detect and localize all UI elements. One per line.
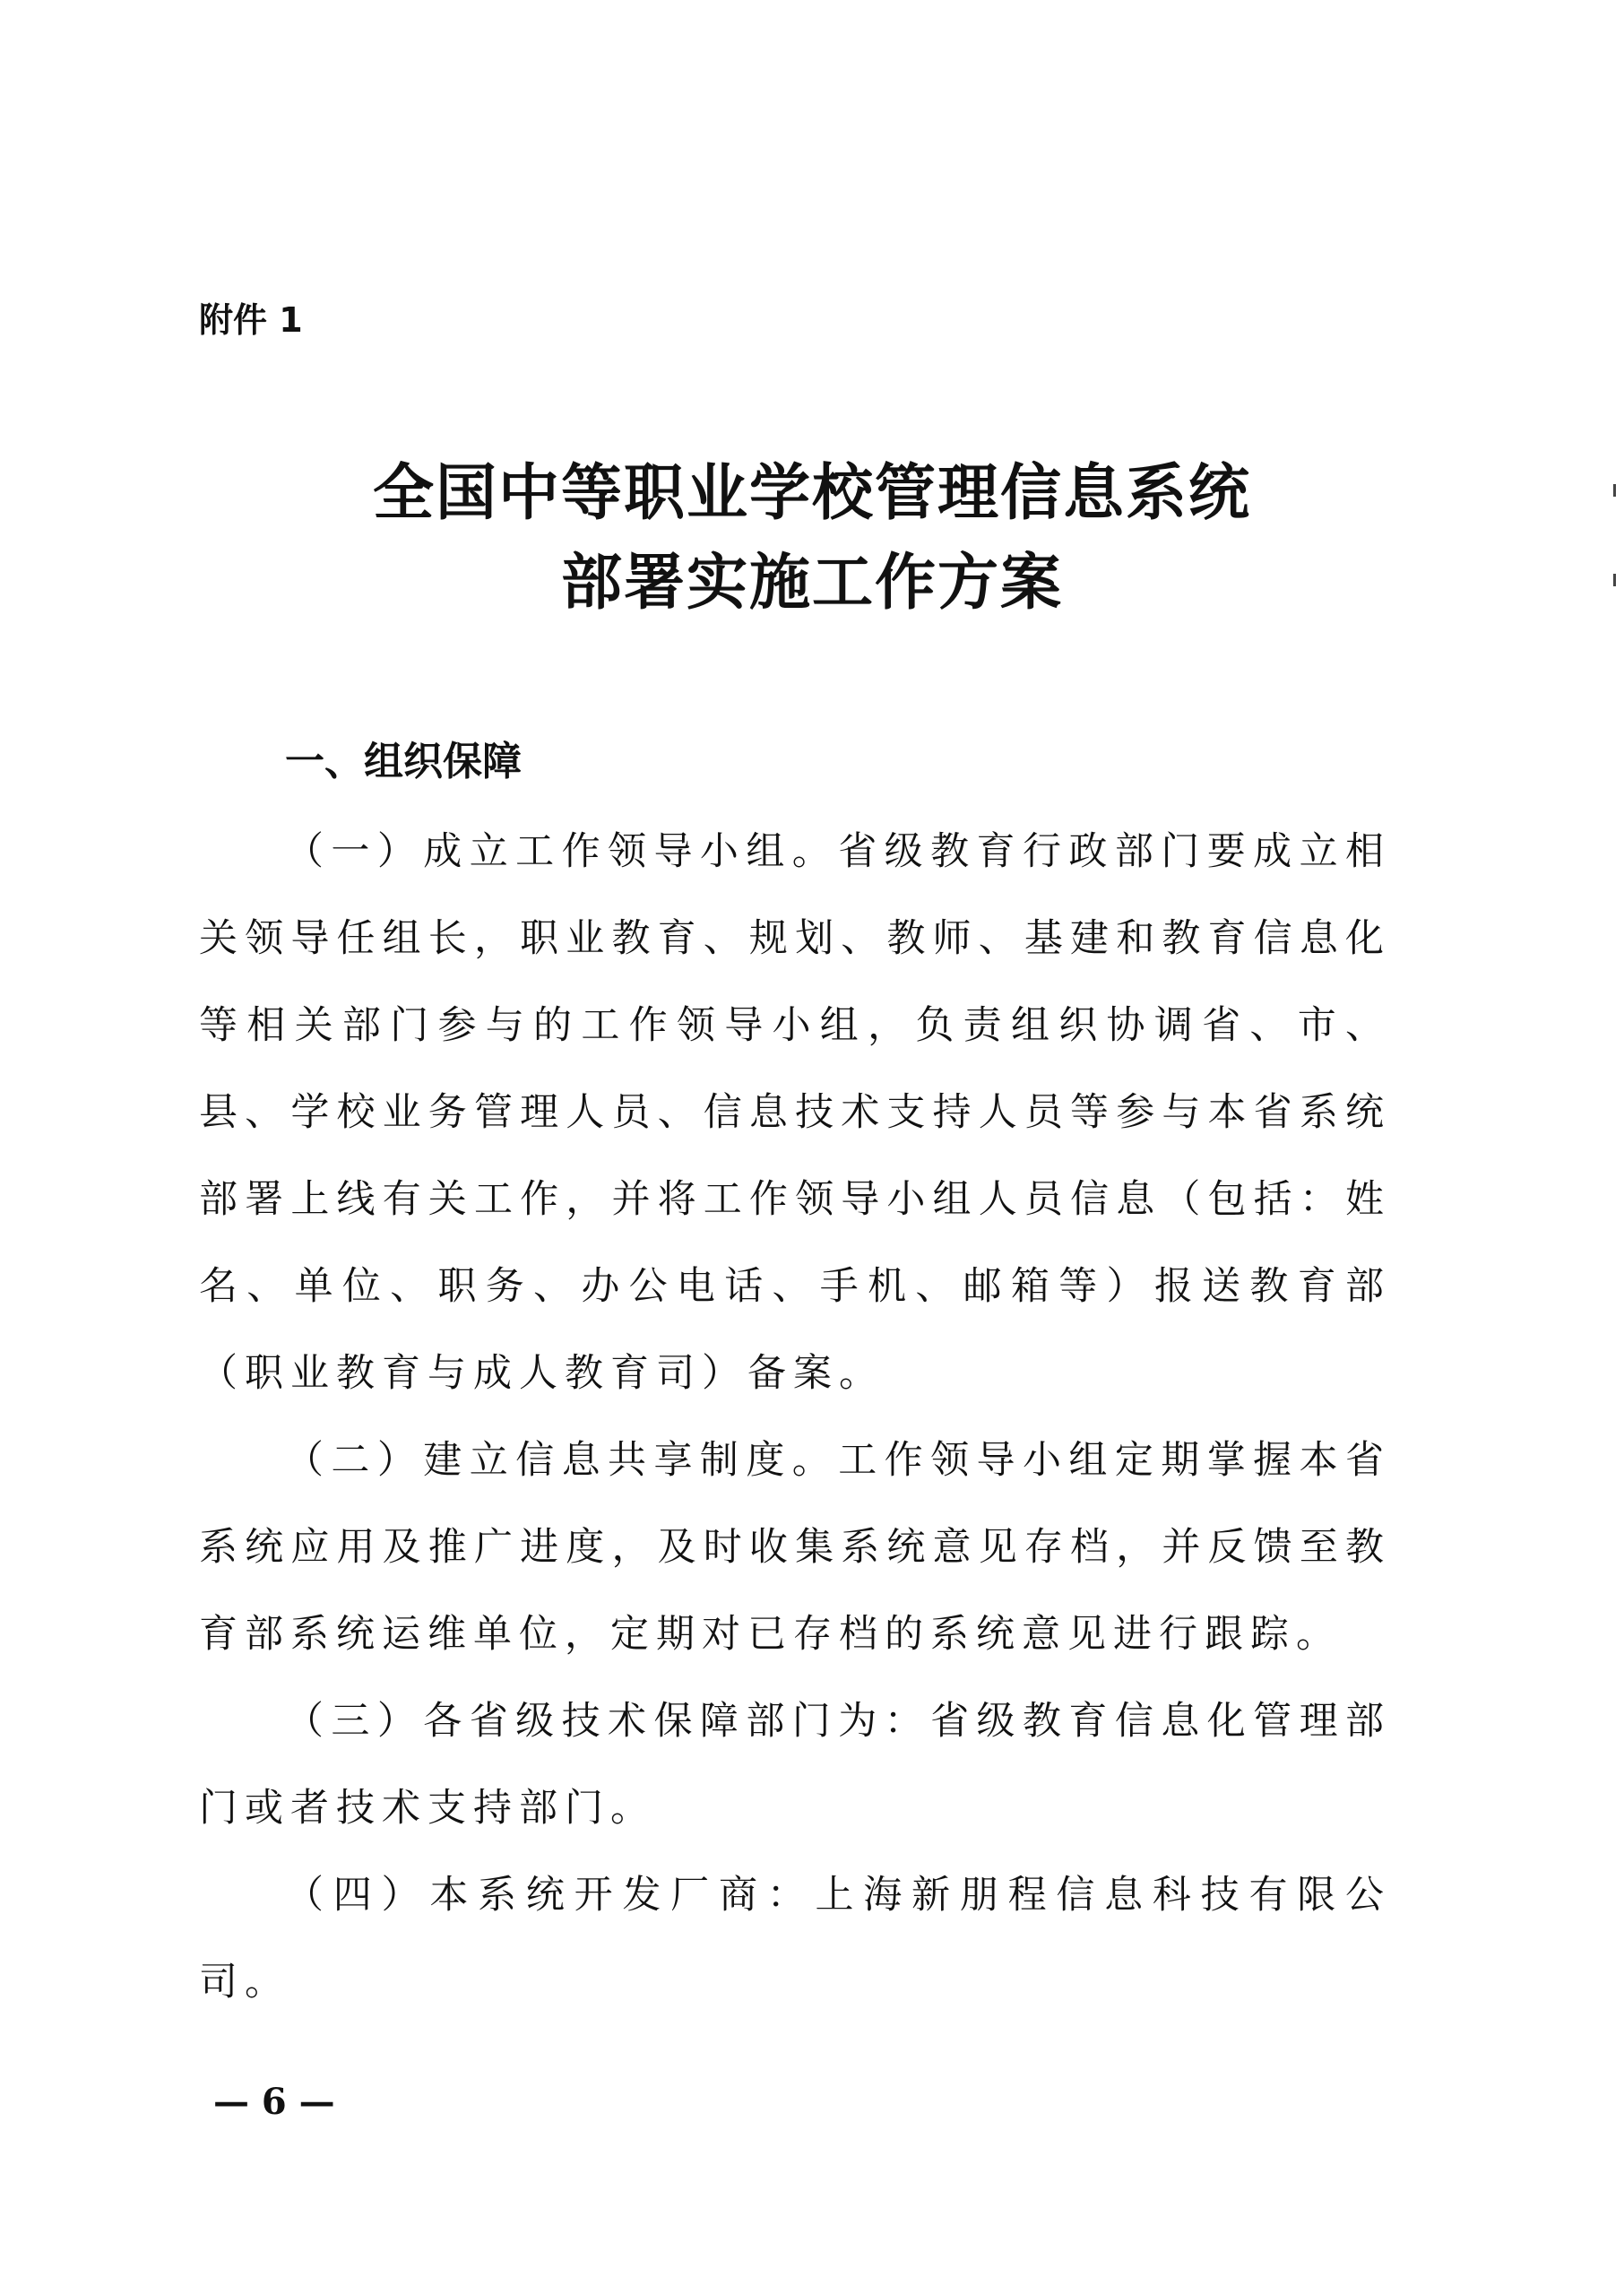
- paragraph-1: （一）成立工作领导小组。省级教育行政部门要成立相关领导任组长，职业教育、规划、教师、基建和教育信息化等相关部门参与的工作领导小组，负责组织协调省、市、县、学校业务管理人员、信息技术支持人员等参与本省系统部署上线有关工作，并将工作领导小组人员信息（包括：姓名、单位、职务、办公电话、手机、邮箱等）报送教育部（职业教育与成人教育司）备案。: [199, 829, 1391, 1396]
- paragraph-4: （四）本系统开发厂商：上海新朋程信息科技有限公司。: [199, 1873, 1391, 2005]
- document-title-line-1: 全国中等职业学校管理信息系统: [372, 457, 1251, 529]
- document-title-line-2: 部署实施工作方案: [560, 547, 1063, 619]
- section-heading: 一、组织保障: [285, 739, 522, 784]
- paragraph-3: （三）各省级技术保障部门为：省级教育信息化管理部门或者技术支持部门。: [199, 1699, 1391, 1831]
- paragraph-2: （二）建立信息共享制度。工作领导小组定期掌握本省系统应用及推广进度，及时收集系统意见存档，并反馈至教育部系统运维单位，定期对已存档的系统意见进行跟踪。: [199, 1438, 1391, 1657]
- attachment-label: 附件 1: [199, 300, 303, 340]
- scan-mark-2: [1613, 574, 1616, 586]
- scan-mark-1: [1613, 484, 1616, 497]
- page-number: — 6 —: [213, 2081, 335, 2123]
